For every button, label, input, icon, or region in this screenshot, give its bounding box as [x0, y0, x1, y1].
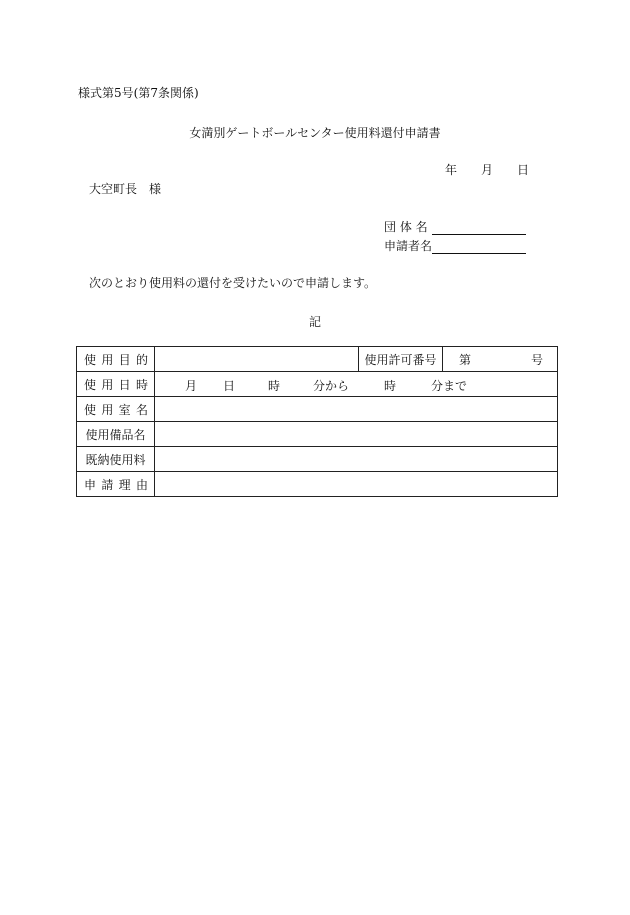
permit-suffix: 号: [530, 352, 543, 367]
permit-number-value[interactable]: [443, 347, 558, 372]
date-year: 年: [445, 163, 458, 177]
applicant-name-line[interactable]: [432, 240, 526, 254]
paid-fee-label: 既納使用料: [77, 447, 155, 472]
row-equipment: [77, 422, 558, 447]
details-table: [76, 346, 558, 497]
applicant-name-field: [384, 237, 526, 254]
form-number: 様式第5号(第7条関係): [78, 86, 199, 100]
group-name-field: [384, 218, 526, 235]
equipment-value[interactable]: [155, 422, 558, 447]
date-day: 日: [517, 163, 530, 177]
row-reason: [77, 472, 558, 497]
dt-hour-until: 時: [384, 379, 397, 393]
row-purpose: [77, 347, 558, 372]
date-month: 月: [481, 163, 494, 177]
dt-from: 分から: [313, 379, 350, 393]
applicant-name-label: 申請者名: [384, 239, 433, 253]
reason-label: 申 請 理 由: [77, 472, 155, 497]
datetime-label: 使 用 日 時: [77, 372, 155, 397]
dt-day: 日: [223, 379, 236, 393]
group-name-line[interactable]: [432, 221, 526, 235]
paid-fee-value[interactable]: [155, 447, 558, 472]
dt-until: 分まで: [431, 379, 468, 393]
purpose-value[interactable]: [155, 347, 359, 372]
reason-value[interactable]: [155, 472, 558, 497]
dt-month: 月: [185, 379, 198, 393]
recipient: 大空町長 様: [89, 182, 162, 196]
dt-hour-from: 時: [268, 379, 281, 393]
row-datetime: [77, 372, 558, 397]
room-label: 使 用 室 名: [77, 397, 155, 422]
permit-number-label: 使用許可番号: [359, 347, 443, 372]
room-value[interactable]: [155, 397, 558, 422]
purpose-label: 使 用 目 的: [77, 347, 155, 372]
body-text: 次のとおり使用料の還付を受けたいので申請します。: [89, 276, 377, 290]
date-line: [445, 161, 529, 178]
group-name-label: 団 体 名: [384, 220, 428, 234]
datetime-value[interactable]: [155, 372, 558, 397]
permit-prefix: 第: [459, 352, 472, 367]
row-paid-fee: [77, 447, 558, 472]
equipment-label: 使用備品名: [77, 422, 155, 447]
ki-heading: 記: [308, 315, 321, 329]
row-room: [77, 397, 558, 422]
document-title: 女満別ゲートボールセンター使用料還付申請書: [189, 126, 441, 140]
